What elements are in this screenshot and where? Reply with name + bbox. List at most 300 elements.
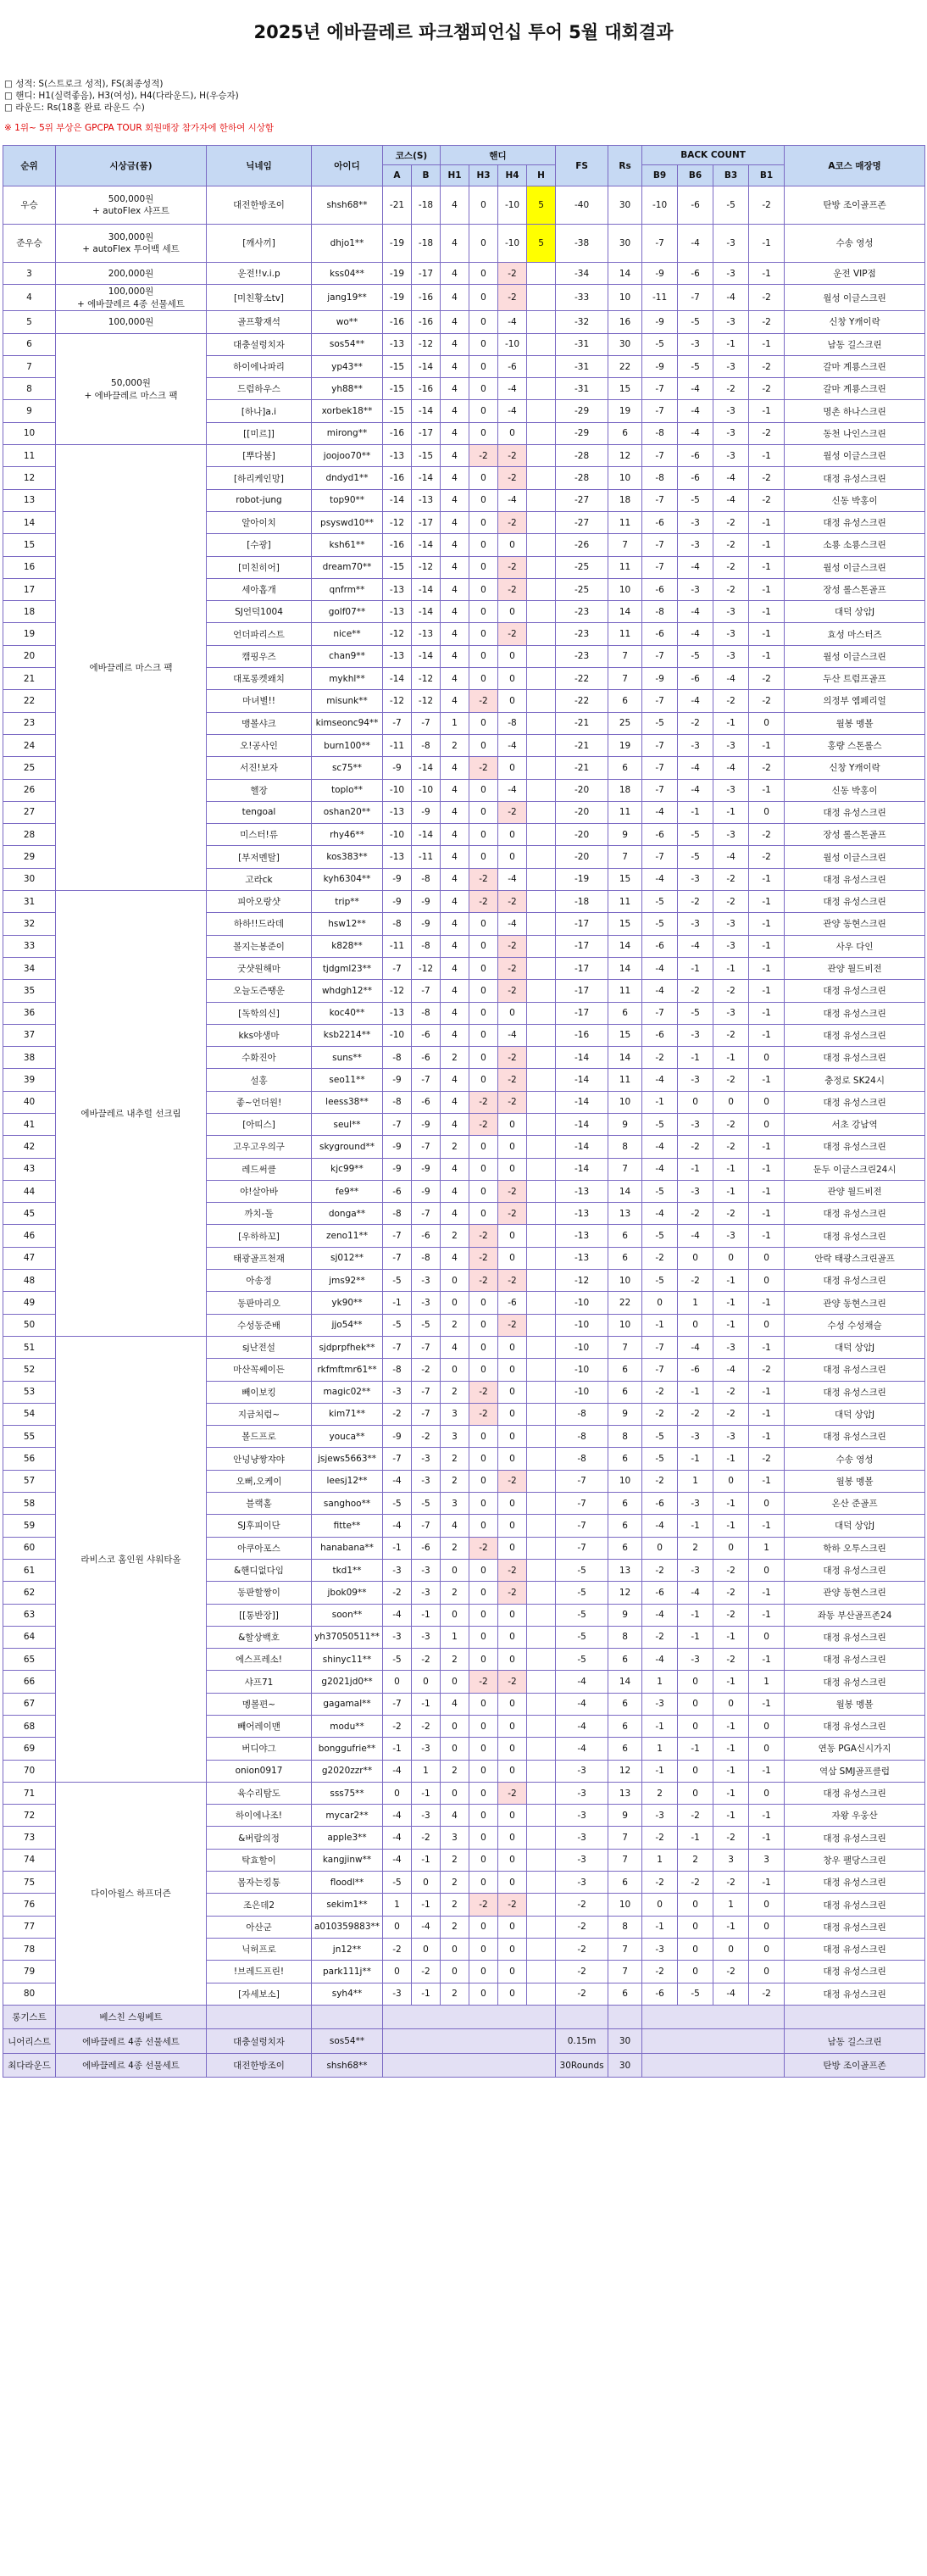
b-cell: -3 (412, 1582, 441, 1604)
a-cell: -3 (383, 1381, 412, 1403)
user-id-cell: tkd1** (312, 1559, 383, 1581)
h-cell (527, 1470, 556, 1492)
a-cell: -9 (383, 1158, 412, 1180)
nickname-cell: 알아이치 (207, 511, 312, 533)
a-cell: -1 (383, 1537, 412, 1559)
b-cell: 0 (412, 1671, 441, 1693)
a-cell: -8 (383, 913, 412, 935)
user-id-cell: hanabana** (312, 1537, 383, 1559)
b9-cell: -4 (642, 1136, 678, 1158)
rank-cell: 30 (3, 868, 56, 890)
h1-cell: 4 (441, 355, 469, 377)
store-cell: 안락 태광스크린골프 (785, 1247, 925, 1269)
b1-cell: -1 (749, 1225, 785, 1247)
nickname-cell: 안넝냥짱쟈야 (207, 1448, 312, 1470)
b9-cell: -5 (642, 1426, 678, 1448)
b6-cell: -3 (678, 578, 713, 600)
rank-cell: 50 (3, 1314, 56, 1336)
b1-cell: -2 (749, 1359, 785, 1381)
h-cell (527, 1069, 556, 1091)
rs-cell: 8 (608, 1916, 642, 1938)
b9-cell: -5 (642, 1270, 678, 1292)
fs-cell: -23 (556, 645, 608, 667)
h4-cell: -4 (498, 311, 527, 333)
b1-cell: -2 (749, 757, 785, 779)
nickname-cell: [깨사끼] (207, 225, 312, 263)
h3-cell: 0 (469, 1047, 498, 1069)
a-cell: 1 (383, 1894, 412, 1916)
h-cell (527, 355, 556, 377)
nickname-cell: 빼어레이맨 (207, 1716, 312, 1738)
h4-cell: 0 (498, 668, 527, 690)
b3-cell: 0 (713, 1247, 749, 1269)
h1-cell: 0 (441, 1716, 469, 1738)
h-cell (527, 779, 556, 801)
b1-cell: -1 (749, 1872, 785, 1894)
rs-cell: 6 (608, 1649, 642, 1671)
rank-cell: 준우승 (3, 225, 56, 263)
rank-cell: 15 (3, 534, 56, 556)
store-cell: 소룡 소룡스크린 (785, 534, 925, 556)
prize-cell: 500,000원 + autoFlex 샤프트 (56, 186, 207, 225)
store-cell: 대정 유성스크린 (785, 1381, 925, 1403)
b1-cell: 0 (749, 1626, 785, 1648)
user-id-cell: nice** (312, 623, 383, 645)
b3-cell: -2 (713, 1024, 749, 1046)
user-id-cell: bonggufrie** (312, 1738, 383, 1760)
b3-cell: -4 (713, 467, 749, 489)
h4-cell: 0 (498, 1225, 527, 1247)
user-id-cell: burn100** (312, 734, 383, 756)
user-id-cell: park111j** (312, 1961, 383, 1983)
a-cell: -13 (383, 645, 412, 667)
b-cell: 1 (412, 1760, 441, 1782)
h-cell (527, 913, 556, 935)
h-cell (527, 1426, 556, 1448)
nickname-cell: 대충설렁치자 (207, 2029, 312, 2054)
b9-cell: -4 (642, 1649, 678, 1671)
h1-cell: 4 (441, 225, 469, 263)
h4-cell: 0 (498, 1760, 527, 1782)
h-cell (527, 1738, 556, 1760)
store-cell: 대정 유성스크린 (785, 891, 925, 913)
h-cell (527, 1537, 556, 1559)
b-cell: -7 (412, 1069, 441, 1091)
h4-cell: 0 (498, 1537, 527, 1559)
header-user-id: 아이디 (312, 146, 383, 186)
h1-cell: 2 (441, 1760, 469, 1782)
rank-cell: 28 (3, 824, 56, 846)
b6-cell: -4 (678, 422, 713, 444)
user-id-cell: ksb2214** (312, 1024, 383, 1046)
h3-cell: 0 (469, 333, 498, 355)
rank-cell: 37 (3, 1024, 56, 1046)
h4-cell: -4 (498, 400, 527, 422)
table-row (3, 311, 925, 333)
a-cell: 0 (383, 1671, 412, 1693)
nickname-cell: 야!살아바 (207, 1180, 312, 1202)
rs-cell: 14 (608, 1180, 642, 1202)
fs-cell: -22 (556, 690, 608, 712)
b-cell: -9 (412, 801, 441, 823)
b6-cell: -1 (678, 1604, 713, 1626)
b6-cell: -3 (678, 534, 713, 556)
b1-cell: -1 (749, 1136, 785, 1158)
b1-cell: -1 (749, 263, 785, 285)
h3-cell: 0 (469, 1872, 498, 1894)
rs-cell: 10 (608, 578, 642, 600)
b3-cell: -3 (713, 355, 749, 377)
store-cell: 수송 영성 (785, 1448, 925, 1470)
nickname-cell: [뿌다붐] (207, 445, 312, 467)
rs-cell: 19 (608, 734, 642, 756)
note-rounds: □ 라운드: Rs(18홀 완료 라운드 수) (4, 103, 145, 113)
b-cell: -14 (412, 400, 441, 422)
user-id-cell: jang19** (312, 285, 383, 311)
user-id-cell: jms92** (312, 1270, 383, 1292)
b3-cell: -5 (713, 186, 749, 225)
h1-cell: 4 (441, 846, 469, 868)
b9-cell: -6 (642, 578, 678, 600)
b6-cell: -3 (678, 1113, 713, 1135)
h-cell (527, 846, 556, 868)
nickname-cell: 고우고우의구 (207, 1136, 312, 1158)
rank-cell: 10 (3, 422, 56, 444)
user-id-cell: jbok09** (312, 1582, 383, 1604)
store-cell: 두산 트럼프골프 (785, 668, 925, 690)
a-cell: -16 (383, 422, 412, 444)
header-fs: FS (556, 146, 608, 186)
b-cell: -3 (412, 1559, 441, 1581)
store-cell: 충정로 SK24시 (785, 1069, 925, 1091)
b1-cell: -1 (749, 601, 785, 623)
rs-cell: 9 (608, 1113, 642, 1135)
h1-cell: 4 (441, 1515, 469, 1537)
b9-cell: -2 (642, 1247, 678, 1269)
h1-cell: 4 (441, 1113, 469, 1135)
rs-cell: 10 (608, 1894, 642, 1916)
b9-cell: -7 (642, 734, 678, 756)
table-row (3, 891, 925, 913)
b-cell: -14 (412, 757, 441, 779)
rs-cell: 6 (608, 690, 642, 712)
b3-cell: -3 (713, 1336, 749, 1358)
fs-cell: -29 (556, 422, 608, 444)
h1-cell: 4 (441, 891, 469, 913)
header-h4: H4 (498, 165, 527, 186)
b-cell: -2 (412, 1961, 441, 1983)
store-cell: 남동 길스크린 (785, 2029, 925, 2054)
h4-cell: -2 (498, 1470, 527, 1492)
a-cell: -1 (383, 1738, 412, 1760)
b3-cell: -1 (713, 957, 749, 979)
b9-cell: -6 (642, 623, 678, 645)
b6-cell: 0 (678, 1247, 713, 1269)
h1-cell: 0 (441, 1270, 469, 1292)
fs-cell: -21 (556, 757, 608, 779)
b1-cell: -2 (749, 1448, 785, 1470)
rs-cell: 16 (608, 311, 642, 333)
rs-cell: 15 (608, 378, 642, 400)
h-cell (527, 1983, 556, 2005)
b9-cell: -7 (642, 489, 678, 511)
rs-cell: 6 (608, 1002, 642, 1024)
b-cell: -12 (412, 556, 441, 578)
b1-cell: -1 (749, 534, 785, 556)
rs-cell: 7 (608, 1849, 642, 1871)
b9-cell: -2 (642, 1403, 678, 1425)
store-cell: 대정 유성스크린 (785, 1716, 925, 1738)
rank-cell: 19 (3, 623, 56, 645)
store-cell: 월성 이글스크린 (785, 645, 925, 667)
h4-cell: 0 (498, 846, 527, 868)
rs-cell: 7 (608, 1827, 642, 1849)
b-cell: -12 (412, 333, 441, 355)
rs-cell: 10 (608, 1270, 642, 1292)
b6-cell: -3 (678, 1559, 713, 1581)
fs-cell: -2 (556, 1938, 608, 1960)
h4-cell: 0 (498, 645, 527, 667)
rs-cell: 7 (608, 1158, 642, 1180)
record-cell (556, 2005, 608, 2029)
b9-cell: -10 (642, 186, 678, 225)
b-cell: -7 (412, 1336, 441, 1358)
h-cell (527, 1314, 556, 1336)
user-id-cell: leesj12** (312, 1470, 383, 1492)
h1-cell: 2 (441, 1894, 469, 1916)
header-b6: B6 (678, 165, 713, 186)
a-cell: -8 (383, 1047, 412, 1069)
b6-cell: -3 (678, 1649, 713, 1671)
h4-cell: -2 (498, 935, 527, 957)
h1-cell: 4 (441, 757, 469, 779)
user-id-cell: oshan20** (312, 801, 383, 823)
b-cell: -3 (412, 1805, 441, 1827)
a-cell: -10 (383, 1024, 412, 1046)
h-cell (527, 668, 556, 690)
header-h3: H3 (469, 165, 498, 186)
b-cell: -2 (412, 1827, 441, 1849)
h4-cell: 0 (498, 534, 527, 556)
b6-cell: 0 (678, 1314, 713, 1336)
b1-cell: 1 (749, 1537, 785, 1559)
b-cell: -16 (412, 285, 441, 311)
h-cell (527, 1760, 556, 1782)
h-cell (527, 578, 556, 600)
header-h: H (527, 165, 556, 186)
b9-cell: -1 (642, 1916, 678, 1938)
b1-cell: 0 (749, 1091, 785, 1113)
header-h1: H1 (441, 165, 469, 186)
b3-cell: -1 (713, 1158, 749, 1180)
h-cell (527, 422, 556, 444)
user-id-cell: youca** (312, 1426, 383, 1448)
user-id-cell: dhjo1** (312, 225, 383, 263)
b9-cell: -9 (642, 311, 678, 333)
b-cell: -14 (412, 645, 441, 667)
fs-cell: -8 (556, 1448, 608, 1470)
store-cell: 대정 유성스크린 (785, 1938, 925, 1960)
h3-cell: -2 (469, 1091, 498, 1113)
b3-cell: -4 (713, 846, 749, 868)
h3-cell: 0 (469, 1180, 498, 1202)
b1-cell: 0 (749, 1314, 785, 1336)
b-cell: -14 (412, 601, 441, 623)
b-cell: -17 (412, 511, 441, 533)
b3-cell: -1 (713, 1760, 749, 1782)
rs-cell: 6 (608, 1448, 642, 1470)
store-cell: 대정 유성스크린 (785, 1961, 925, 1983)
b-cell: -4 (412, 1916, 441, 1938)
b1-cell: 0 (749, 1716, 785, 1738)
b6-cell: -2 (678, 1805, 713, 1827)
header-back-count: BACK COUNT (642, 146, 785, 165)
b6-cell: 2 (678, 1537, 713, 1559)
a-cell: -19 (383, 225, 412, 263)
store-cell: 대정 유성스크린 (785, 1649, 925, 1671)
user-id-cell: jjo54** (312, 1314, 383, 1336)
user-id-cell: kos383** (312, 846, 383, 868)
store-cell: 대정 유성스크린 (785, 1225, 925, 1247)
h3-cell: -2 (469, 445, 498, 467)
rs-cell: 12 (608, 1582, 642, 1604)
b3-cell: -2 (713, 1381, 749, 1403)
rs-cell: 22 (608, 355, 642, 377)
a-cell: -7 (383, 1247, 412, 1269)
user-id-cell: sss75** (312, 1782, 383, 1804)
header-b1: B1 (749, 165, 785, 186)
h-cell (527, 1805, 556, 1827)
nickname-cell: 에스프레소! (207, 1649, 312, 1671)
h3-cell: 0 (469, 1292, 498, 1314)
prize-warning: ※ 1위~ 5위 부상은 GPCPA TOUR 회원매장 참가자에 한하여 시상함 (4, 123, 275, 133)
a-cell: -9 (383, 891, 412, 913)
h4-cell: 0 (498, 1493, 527, 1515)
b-cell: -13 (412, 623, 441, 645)
h3-cell: 0 (469, 467, 498, 489)
fs-cell: -14 (556, 1091, 608, 1113)
header-handicap: 핸디 (441, 146, 556, 165)
user-id-cell: kim71** (312, 1403, 383, 1425)
h1-cell: 4 (441, 668, 469, 690)
rank-cell: 17 (3, 578, 56, 600)
rank-cell: 11 (3, 445, 56, 467)
h1-cell: 4 (441, 534, 469, 556)
rank-cell: 42 (3, 1136, 56, 1158)
rs-cell: 11 (608, 891, 642, 913)
b6-cell: -6 (678, 1359, 713, 1381)
nickname-cell: 좋~언더원! (207, 1091, 312, 1113)
store-cell: 대정 유성스크린 (785, 1671, 925, 1693)
nickname-cell: 몸자는킹통 (207, 1872, 312, 1894)
store-cell: 대정 유성스크린 (785, 511, 925, 533)
h-cell (527, 1448, 556, 1470)
h-cell (527, 1292, 556, 1314)
nickname-cell: sj난전설 (207, 1336, 312, 1358)
h4-cell: -4 (498, 378, 527, 400)
b-cell: -1 (412, 1983, 441, 2005)
user-id-cell: sos54** (312, 333, 383, 355)
a-cell: -13 (383, 801, 412, 823)
rs-cell: 30 (608, 225, 642, 263)
user-id-cell: xorbek18** (312, 400, 383, 422)
b3-cell: -3 (713, 311, 749, 333)
b3-cell: -2 (713, 1136, 749, 1158)
fs-cell: -23 (556, 623, 608, 645)
fs-cell: -22 (556, 668, 608, 690)
user-id-cell: syh4** (312, 1983, 383, 2005)
h4-cell: 0 (498, 1113, 527, 1135)
rs-cell (608, 2005, 642, 2029)
h-cell (527, 1916, 556, 1938)
b9-cell: -1 (642, 1760, 678, 1782)
h3-cell: 0 (469, 1203, 498, 1225)
rs-cell: 22 (608, 1292, 642, 1314)
rs-cell: 6 (608, 1983, 642, 2005)
rs-cell: 6 (608, 1738, 642, 1760)
b-cell: -7 (412, 1403, 441, 1425)
h-cell (527, 467, 556, 489)
b1-cell: -1 (749, 623, 785, 645)
a-cell: -8 (383, 1203, 412, 1225)
b6-cell: 0 (678, 1693, 713, 1715)
rank-cell: 55 (3, 1426, 56, 1448)
fs-cell: -14 (556, 1047, 608, 1069)
b3-cell: -3 (713, 779, 749, 801)
b1-cell: 0 (749, 1113, 785, 1135)
fs-cell: -2 (556, 1961, 608, 1983)
nickname-cell: 맹볼샤크 (207, 712, 312, 734)
b3-cell: -1 (713, 1270, 749, 1292)
b1-cell: 0 (749, 1738, 785, 1760)
b9-cell: -9 (642, 263, 678, 285)
h1-cell: 2 (441, 1537, 469, 1559)
b6-cell: -6 (678, 263, 713, 285)
h4-cell: -2 (498, 957, 527, 979)
b-cell: -7 (412, 712, 441, 734)
fs-cell: -4 (556, 1693, 608, 1715)
h1-cell: 4 (441, 1180, 469, 1202)
b6-cell: -2 (678, 980, 713, 1002)
store-cell: 월봉 멩볼 (785, 712, 925, 734)
b9-cell: -7 (642, 690, 678, 712)
user-id-cell: hsw12** (312, 913, 383, 935)
store-cell: 좌동 부산골프존24 (785, 1604, 925, 1626)
rank-cell: 29 (3, 846, 56, 868)
b9-cell: 0 (642, 1292, 678, 1314)
page-title: 2025년 에바끌레르 파크챔피언십 투어 5월 대회결과 (253, 22, 674, 42)
nickname-cell: 하이에나파리 (207, 355, 312, 377)
fs-cell: -10 (556, 1314, 608, 1336)
nickname-cell: [자세보소] (207, 1983, 312, 2005)
fs-cell: -14 (556, 1069, 608, 1091)
rank-cell: 65 (3, 1649, 56, 1671)
table-row (3, 285, 925, 311)
b9-cell: -5 (642, 1180, 678, 1202)
rs-cell: 10 (608, 467, 642, 489)
rank-cell: 44 (3, 1180, 56, 1202)
h4-cell: -2 (498, 511, 527, 533)
b-cell: -18 (412, 225, 441, 263)
b9-cell: -2 (642, 1961, 678, 1983)
rs-cell: 6 (608, 757, 642, 779)
rs-cell: 15 (608, 1024, 642, 1046)
b-cell: -16 (412, 378, 441, 400)
b6-cell: -4 (678, 225, 713, 263)
rank-cell: 79 (3, 1961, 56, 1983)
nickname-cell: &버람의정 (207, 1827, 312, 1849)
rank-cell: 20 (3, 645, 56, 667)
